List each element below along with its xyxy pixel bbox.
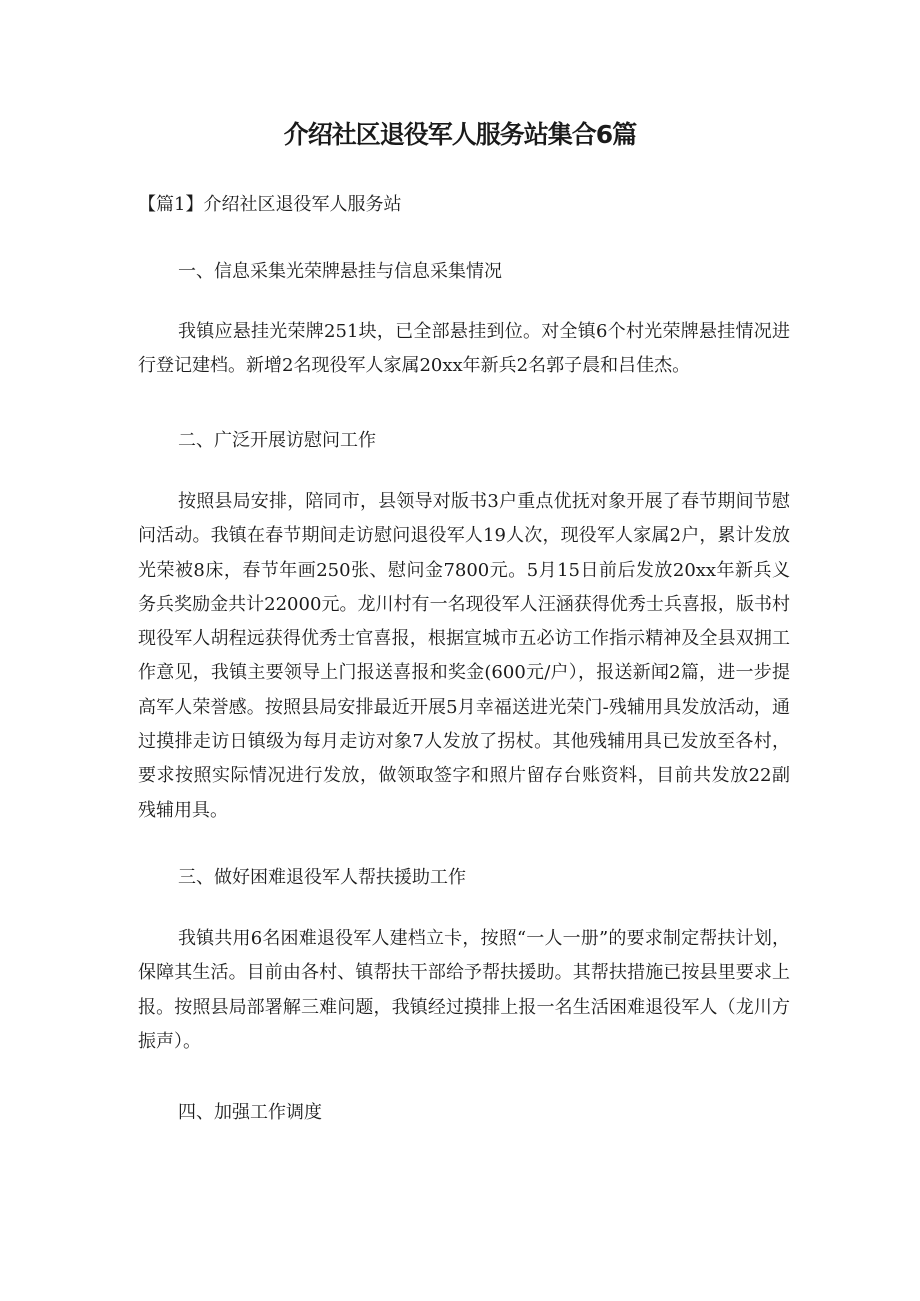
section-label: 【篇1】介绍社区退役军人服务站: [138, 194, 402, 215]
heading-4: 四、加强工作调度: [178, 1102, 322, 1123]
heading-1: 一、信息采集光荣牌悬挂与信息采集情况: [178, 261, 502, 282]
heading-2: 二、广泛开展访慰问工作: [178, 430, 376, 451]
paragraph-2: 按照县局安排，陪同市，县领导对版书3户重点优抚对象开展了春节期间节慰问活动。我镇在春节期间走访慰问退役军人19人次，现役军人家属2户，累计发放光荣被8床，春节年画250张、慰问金7800元。5月15日前后发放20xx年新兵义务兵奖励金共计22000元。龙川村有一名现役军人汪涵获得优秀士兵喜报，版书村现役军人胡程远获得优秀士官喜报，根据宣城市五必访工作指示精神及全县双拥工作意见，我镇主要领导上门报送喜报和奖金(600元/户），报送新闻2篇，进一步提高军人荣誉感。按照县局安排最近开展5月幸福送进光荣门-残辅用具发放活动，通过摸排走访日镇级为每月走访对象7人发放了拐杖。其他残辅用具已发放至各村，要求按照实际情况进行发放，做领取签字和照片留存台账资料，目前共发放22副残辅用具。: [138, 491, 790, 821]
paragraph-3: 我镇共用6名困难退役军人建档立卡，按照“一人一册”的要求制定帮扶计划，保障其生活。目前由各村、镇帮扶干部给予帮扶援助。其帮扶措施已按县里要求上报。按照县局部署解三难问题，我镇经过摸排上报一名生活困难退役军人（龙川方振声）。: [138, 928, 790, 1052]
paragraph-1: 我镇应悬挂光荣牌251块，已全部悬挂到位。对全镇6个村光荣牌悬挂情况进行登记建档。新增2名现役军人家属20xx年新兵2名郭子晨和吕佳杰。: [138, 321, 790, 377]
heading-3: 三、做好困难退役军人帮扶援助工作: [178, 867, 466, 888]
document-title: 介绍社区退役军人服务站集合6篇: [283, 120, 637, 149]
